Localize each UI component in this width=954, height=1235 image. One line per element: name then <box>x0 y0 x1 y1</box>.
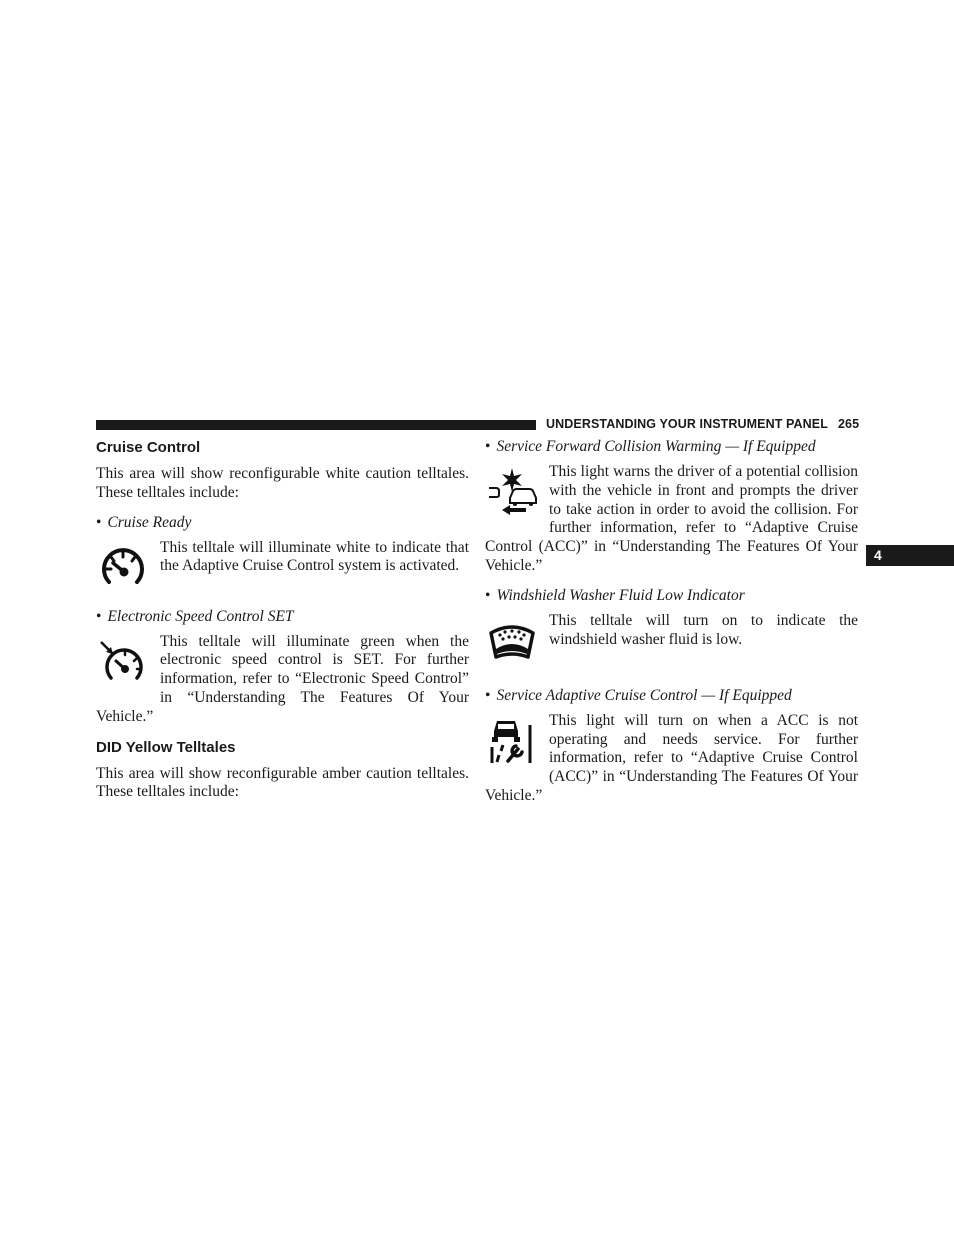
bullet-cruise-ready: • Cruise Ready <box>96 513 192 531</box>
forward-collision-entry <box>485 463 858 576</box>
speed-control-set-icon <box>96 635 150 689</box>
right-column <box>485 437 858 806</box>
bullet-speed-control-set: • Electronic Speed Control SET <box>96 607 294 625</box>
forward-collision-text: This light warns the driver of a potential collision with the vehicle in front and prompts the driver to take action in order to avoid the collision. For further information, refer to “Adaptive Cruise Control (ACC)” in “Understanding The Features Of Your Vehicle.” <box>485 463 858 574</box>
did-yellow-intro: This area will show reconfigurable amber caution telltales. These telltales include: <box>96 764 469 801</box>
cruise-ready-entry <box>96 539 469 577</box>
chapter-number: 4 <box>874 547 882 563</box>
washer-fluid-text: This telltale will turn on to indicate the windshield washer fluid is low. <box>549 611 858 648</box>
washer-fluid-icon <box>485 614 539 668</box>
speed-control-set-text: This telltale will illuminate green when the electronic speed control is SET. For further information, refer to “Electronic Speed Control” in “Understanding The Features Of Your Vehicle.” <box>96 632 469 725</box>
left-column <box>96 437 469 802</box>
page-number: 265 <box>837 417 860 431</box>
service-acc-text: This light will turn on when a ACC is not operating and needs service. For further information, refer to “Adaptive Cruise Control (ACC)” in “Understanding The Features Of Your Vehicle.” <box>485 711 858 804</box>
washer-fluid-entry <box>485 612 858 650</box>
speed-control-set-entry <box>96 633 469 727</box>
header-rule <box>96 420 536 430</box>
cruise-ready-text: This telltale will illuminate white to indicate that the Adaptive Cruise Control system is activated. <box>160 538 469 575</box>
service-acc-entry <box>485 712 858 806</box>
bullet-washer-fluid: • Windshield Washer Fluid Low Indicator <box>485 586 745 604</box>
bullet-service-acc: • Service Adaptive Cruise Control — If Equipped <box>485 686 792 704</box>
service-acc-icon <box>485 714 539 768</box>
cruise-control-heading: Cruise Control <box>96 439 201 456</box>
chapter-tab <box>866 545 954 566</box>
cruise-ready-icon <box>96 541 150 595</box>
cruise-control-intro: This area will show reconfigurable white caution telltales. These telltales include: <box>96 465 469 501</box>
forward-collision-icon <box>485 465 539 519</box>
section-title: UNDERSTANDING YOUR INSTRUMENT PANEL <box>546 417 828 431</box>
running-header <box>546 417 859 431</box>
bullet-forward-collision: • Service Forward Collision Warming — If Equipped <box>485 438 816 455</box>
did-yellow-heading: DID Yellow Telltales <box>96 738 236 756</box>
